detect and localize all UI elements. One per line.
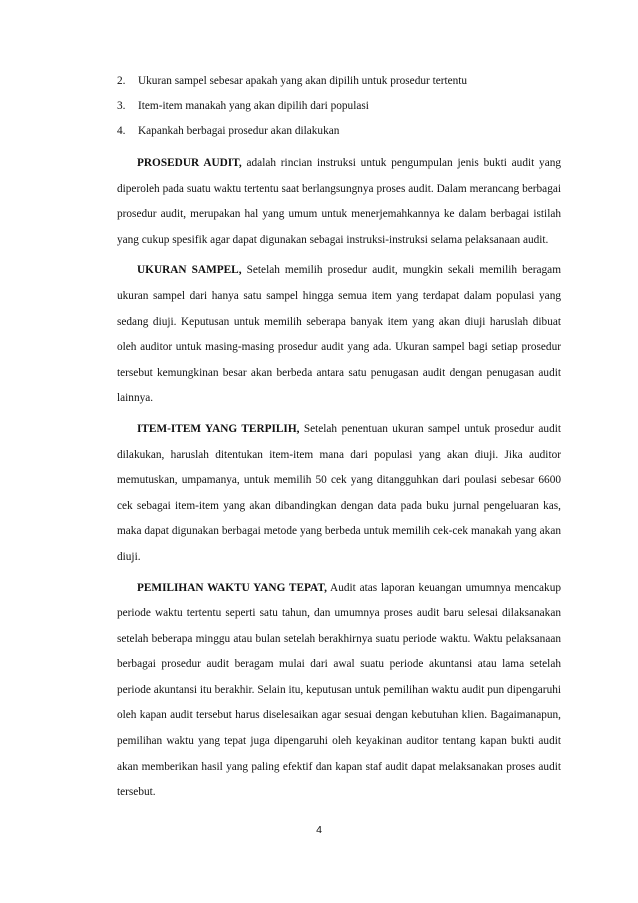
list-text: Kapankah berbagai prosedur akan dilakukan	[138, 125, 340, 137]
paragraph-lead: ITEM-ITEM YANG TERPILIH,	[137, 422, 300, 435]
list-text: Item-item manakah yang akan dipilih dari populasi	[138, 100, 369, 112]
paragraph-ukuran-sampel	[117, 258, 561, 412]
list-number: 2.	[117, 75, 126, 87]
list-text: Ukuran sampel sebesar apakah yang akan dipilih untuk prosedur tertentu	[138, 75, 468, 87]
paragraph-body: Setelah penentuan ukuran sampel untuk prosedur audit dilakukan, haruslah ditentukan item-item mana dari populasi yang akan diuji. Jika auditor memutuskan, umpamanya, untuk memilih 50 cek yang ditangguhkan dari poulasi sebesar 6600 cek sebagai item-item yang akan dibandingkan dengan data pada buku jurnal pengeluaran kas, maka dapat digunakan berbagai metode yang berbeda untuk memilih cek-cek manakah yang akan diuji.	[117, 422, 561, 563]
paragraph-item-item-terpilih	[117, 417, 561, 571]
list-number: 4.	[117, 125, 126, 137]
list-number: 3.	[117, 100, 126, 112]
document-page	[117, 69, 561, 811]
paragraph-lead: PEMILIHAN WAKTU YANG TEPAT,	[137, 581, 327, 594]
numbered-list	[117, 69, 561, 144]
paragraph-body: adalah rincian instruksi untuk pengumpulan jenis bukti audit yang diperoleh pada suatu waktu tertentu saat berlangsungnya proses audit. Dalam merancang berbagai prosedur audit, merupakan hal yang umum untuk menerjemahkannya ke dalam berbagai istilah yang cukup spesifik agar dapat digunakan sebagai instruksi-instruksi selama pelaksanaan audit.	[117, 157, 562, 246]
list-item	[117, 119, 561, 144]
paragraph-body: Setelah memilih prosedur audit, mungkin sekali memilih beragam ukuran sampel dari hanya satu sampel hingga semua item yang terdapat dalam populasi yang sedang diuji. Keputusan untuk memilih seberapa banyak item yang akan diuji haruslah dibuat oleh auditor untuk masing-masing prosedur audit yang ada. Ukuran sampel bagi setiap prosedur tersebut kemungkinan besar akan berbeda antara satu penugasan audit dengan penugasan audit lainnya.	[117, 264, 561, 405]
page-number: 4	[316, 824, 322, 836]
paragraph-pemilihan-waktu	[117, 576, 561, 806]
list-item	[117, 69, 561, 94]
paragraph-lead: UKURAN SAMPEL,	[137, 264, 242, 277]
paragraph-lead: PROSEDUR AUDIT,	[137, 157, 242, 169]
paragraph-prosedur-audit	[117, 151, 561, 253]
list-item	[117, 94, 561, 119]
paragraph-body: Audit atas laporan keuangan umumnya mencakup periode waktu tertentu seperti satu tahun, dan umumnya proses audit baru selesai dilaksanakan setelah beberapa minggu atau bulan setelah berakhirnya suatu periode waktu. Waktu pelaksanaan berbagai prosedur audit beragam mulai dari awal suatu periode akuntansi atau lama setelah periode akuntansi itu berakhir. Selain itu, keputusan untuk pemilihan waktu audit pun dipengaruhi oleh kapan audit tersebut harus diselesaikan agar sesuai dengan kebutuhan klien. Bagaimanapun, pemilihan waktu yang tepat juga dipengaruhi oleh keyakinan auditor tentang kapan bukti audit akan memberikan hasil yang paling efektif dan kapan staf audit dapat melaksanakan proses audit tersebut.	[117, 581, 561, 799]
